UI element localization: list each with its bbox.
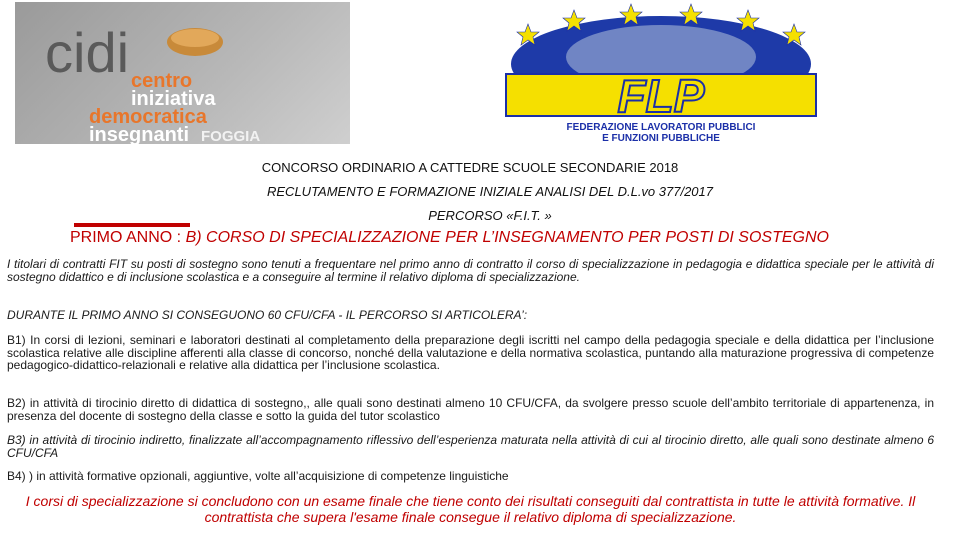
svg-text:E FUNZIONI PUBBLICHE: E FUNZIONI PUBBLICHE [602,133,720,144]
section-title [70,229,829,247]
cidi-line-insegnanti: insegnanti [89,124,190,146]
paragraph-b2: B2) in attività di tirocinio diretto di didattica di sostegno,, alle quali sono destinati almeno 10 CFU/CFA, da svolgere presso scuole dell’ambito territoriale di appartenenza, in presenza del docente di sostegno della classe e sotto la guida del tutor scolastico [7,396,934,423]
paragraph-cfu: DURANTE IL PRIMO ANNO SI CONSEGUONO 60 CFU/CFA - IL PERCORSO SI ARTICOLERA’: [7,308,528,322]
section-title-year: PRIMO ANNO : [70,229,186,246]
section-title-course: B) CORSO DI SPECIALIZZAZIONE PER L’INSEGNAMENTO PER POSTI DI SOSTEGNO [185,229,829,246]
svg-text:cidi: cidi [45,24,130,84]
svg-text:FLP: FLP [617,70,705,122]
cidi-city: FOGGIA [201,128,261,145]
flp-logo [476,2,846,144]
paragraph-b4: B4) ) in attività formative opzionali, aggiuntive, volte all’acquisizione di competenze linguistiche [7,469,509,483]
header-line-2: RECLUTAMENTO E FORMAZIONE INIZIALE ANALISI DEL D.L.vo 377/2017 [267,184,713,199]
cidi-logo [15,2,350,144]
header-line-3: PERCORSO «F.I.T. » [428,208,552,223]
conclusion-text: I corsi di specializzazione si concludono con un esame finale che tiene conto dei risultati conseguiti dal contrattista in tutte le attività formative. Il contrattista che supera l'esame finale consegue il relativo diploma di specializzazione. [25,493,916,525]
cidi-line-iniziativa: iniziativa [131,88,216,110]
paragraph-intro: I titolari di contratti FIT su posti di sostegno sono tenuti a frequentare nel primo anno di contratto il corso di specializzazione in pedagogia e didattica speciale per le attività di sostegno didattico e di inclusione scolastica e a conseguire al termine il relativo diploma di specializzazione. [7,257,934,284]
header-line-1: CONCORSO ORDINARIO A CATTEDRE SCUOLE SECONDARIE 2018 [261,160,679,175]
svg-text:FEDERAZIONE LAVORATORI PUBBLIC: FEDERAZIONE LAVORATORI PUBBLICI [566,122,756,133]
title-underline-bar [74,223,190,227]
paragraph-b1: B1) In corsi di lezioni, seminari e laboratori destinati al completamento della preparazione degli iscritti nel campo della pedagogia speciale e della didattica per l’inclusione scolastica relative alle discipline afferenti alla classe di concorso, nonché della valutazione e della normativa scolastica, puntando alla maturazione progressiva di competenze pedagogico-didattico-relazionali e relative alla didattica per l’inclusione scolastica. [7,333,934,372]
paragraph-b3: B3) in attività di tirocinio indiretto, finalizzate all’accompagnamento riflessivo dell’esperienza maturata nella attività di cui al tirocinio diretto, alle quali sono destinate almeno 6 CFU/CFA [7,433,934,460]
cidi-line-democratica: democratica [89,106,207,128]
cidi-line-centro: centro [131,70,193,92]
